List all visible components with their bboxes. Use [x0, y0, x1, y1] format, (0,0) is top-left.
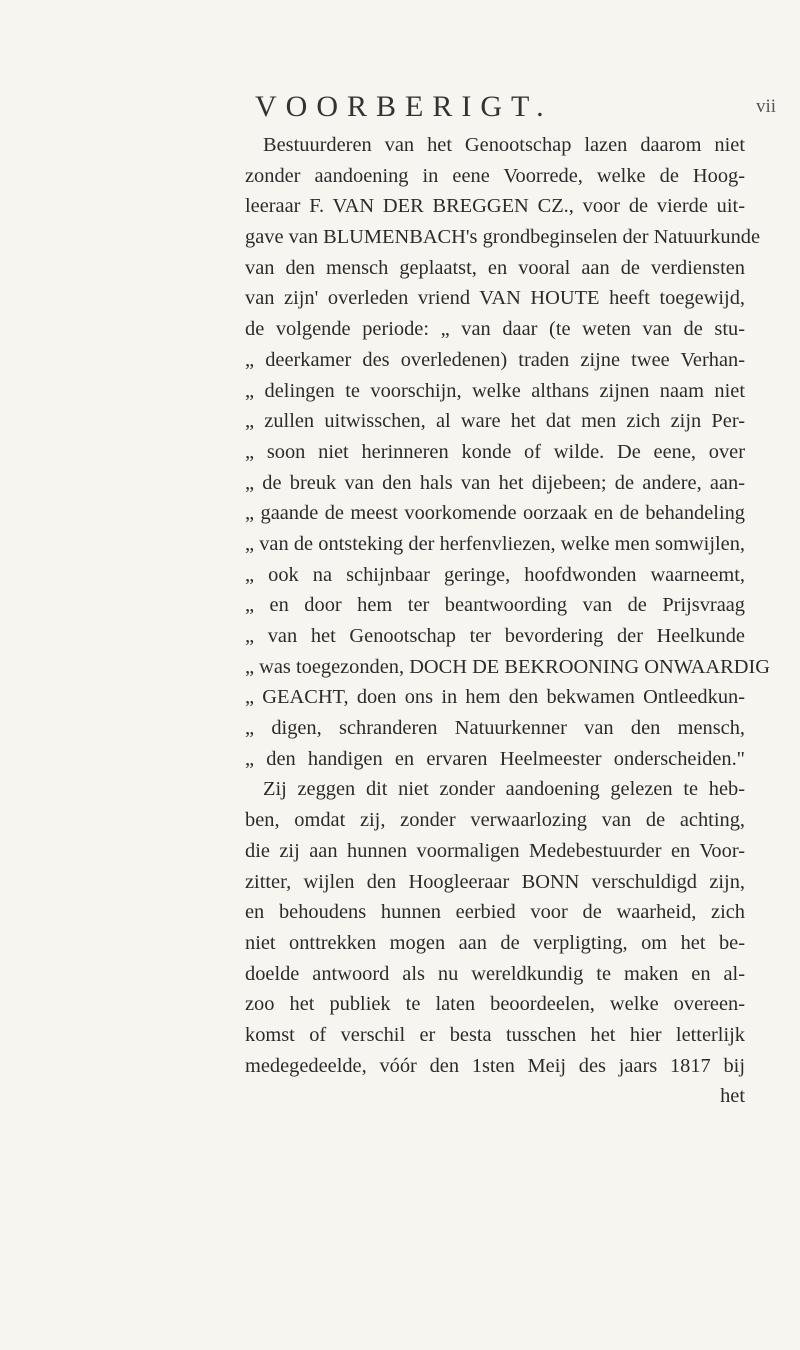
text-line: „ GEACHT, doen ons in hem den bekwamen Ontleedkun-	[245, 686, 745, 709]
text-line: niet onttrekken mogen aan de verpligting, om het be-	[245, 931, 745, 954]
text-line: van zijn' overleden vriend VAN HOUTE heeft toegewijd,	[245, 287, 745, 310]
text-line: „ soon niet herinneren konde of wilde. De eene, over	[245, 440, 745, 463]
text-line: „ was toegezonden, DOCH DE BEKROONING ONWAARDIG	[245, 655, 770, 678]
text-line: zoo het publiek te laten beoordeelen, welke overeen-	[245, 993, 745, 1016]
text-line: „ den handigen en ervaren Heelmeester onderscheiden."	[245, 747, 745, 770]
text-line: „ van de ontsteking der herfenvliezen, welke men somwijlen,	[245, 532, 745, 555]
text-line: Zij zeggen dit niet zonder aandoening gelezen te heb-	[263, 778, 745, 801]
text-line: „ digen, schranderen Natuurkenner van den mensch,	[245, 717, 745, 740]
text-line: zonder aandoening in eene Voorrede, welke de Hoog-	[245, 164, 745, 187]
text-line: „ gaande de meest voorkomende oorzaak en de behandeling	[245, 502, 745, 525]
text-line: „ en door hem ter beantwoording van de Prijsvraag	[245, 594, 745, 617]
text-line: „ ook na schijnbaar geringe, hoofdwonden waarneemt,	[245, 563, 745, 586]
text-line: ben, omdat zij, zonder verwaarlozing van de achting,	[245, 809, 745, 832]
text-line: gave van BLUMENBACH's grondbeginselen der Natuurkunde	[245, 226, 761, 249]
text-line: medegedeelde, vóór den 1sten Meij des jaars 1817 bij	[245, 1054, 745, 1077]
body-text	[245, 130, 770, 1112]
text-line: Bestuurderen van het Genootschap lazen daarom niet	[263, 134, 745, 156]
page-number: vii	[756, 96, 777, 117]
text-line: van den mensch geplaatst, en vooral aan de verdiensten	[245, 256, 745, 279]
text-line: „ van het Genootschap ter bevordering der Heelkunde	[245, 625, 745, 647]
text-line: en behoudens hunnen eerbied voor de waarheid, zich	[245, 901, 745, 924]
text-line: leeraar F. VAN DER BREGGEN CZ., voor de vierde uit-	[245, 195, 745, 218]
running-head-title: VOORBERIGT.	[255, 90, 553, 123]
text-line: zitter, wijlen den Hoogleeraar BONN verschuldigd zijn,	[245, 870, 745, 893]
catchword: het	[720, 1085, 745, 1108]
text-line: doelde antwoord als nu wereldkundig te maken en al-	[245, 962, 745, 985]
text-line: de volgende periode: „ van daar (te weten van de stu-	[245, 318, 745, 341]
text-line: „ de breuk van den hals van het dijebeen; de andere, aan-	[245, 471, 745, 494]
text-line: „ zullen uitwisschen, al ware het dat men zich zijn Per-	[245, 410, 745, 433]
text-line: „ delingen te voorschijn, welke althans zijnen naam niet	[245, 379, 745, 402]
text-line: komst of verschil er besta tusschen het hier letterlijk	[245, 1023, 745, 1046]
text-line: die zij aan hunnen voormaligen Medebestuurder en Voor-	[245, 839, 745, 862]
text-line: „ deerkamer des overledenen) traden zijne twee Verhan-	[245, 348, 745, 371]
